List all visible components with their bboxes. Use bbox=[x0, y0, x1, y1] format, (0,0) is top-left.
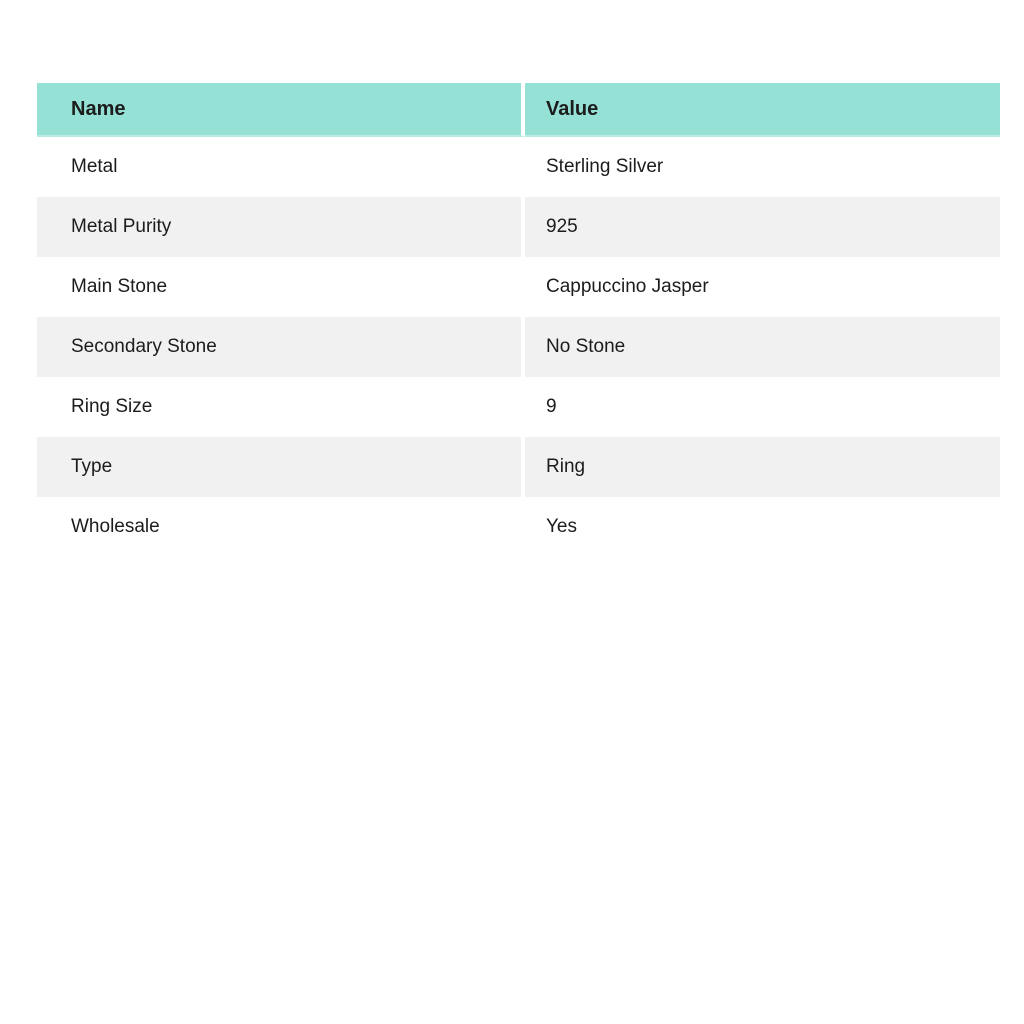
table-header-row bbox=[37, 83, 1000, 137]
table-row bbox=[37, 197, 1000, 257]
attribute-value: Yes bbox=[546, 516, 577, 537]
table-row bbox=[37, 497, 1000, 557]
attribute-name: Metal bbox=[37, 137, 525, 197]
column-header-name: Name bbox=[37, 83, 525, 137]
attribute-value: 9 bbox=[546, 396, 557, 417]
attribute-value: Cappuccino Jasper bbox=[546, 276, 709, 297]
table-row bbox=[37, 257, 1000, 317]
attribute-value: Sterling Silver bbox=[546, 156, 664, 177]
attribute-name: Type bbox=[37, 437, 525, 497]
attribute-value: No Stone bbox=[546, 336, 626, 357]
table-row bbox=[37, 137, 1000, 197]
table-row bbox=[37, 437, 1000, 497]
table-row bbox=[37, 377, 1000, 437]
attribute-name: Main Stone bbox=[37, 257, 525, 317]
attribute-value: 925 bbox=[546, 216, 578, 237]
table-row bbox=[37, 317, 1000, 377]
attributes-table bbox=[37, 83, 1000, 557]
attribute-name: Wholesale bbox=[37, 497, 525, 557]
attribute-name: Secondary Stone bbox=[37, 317, 525, 377]
attribute-name: Metal Purity bbox=[37, 197, 525, 257]
attribute-name: Ring Size bbox=[37, 377, 525, 437]
attribute-value: Ring bbox=[546, 456, 586, 477]
column-header-value: Value bbox=[525, 83, 1000, 137]
